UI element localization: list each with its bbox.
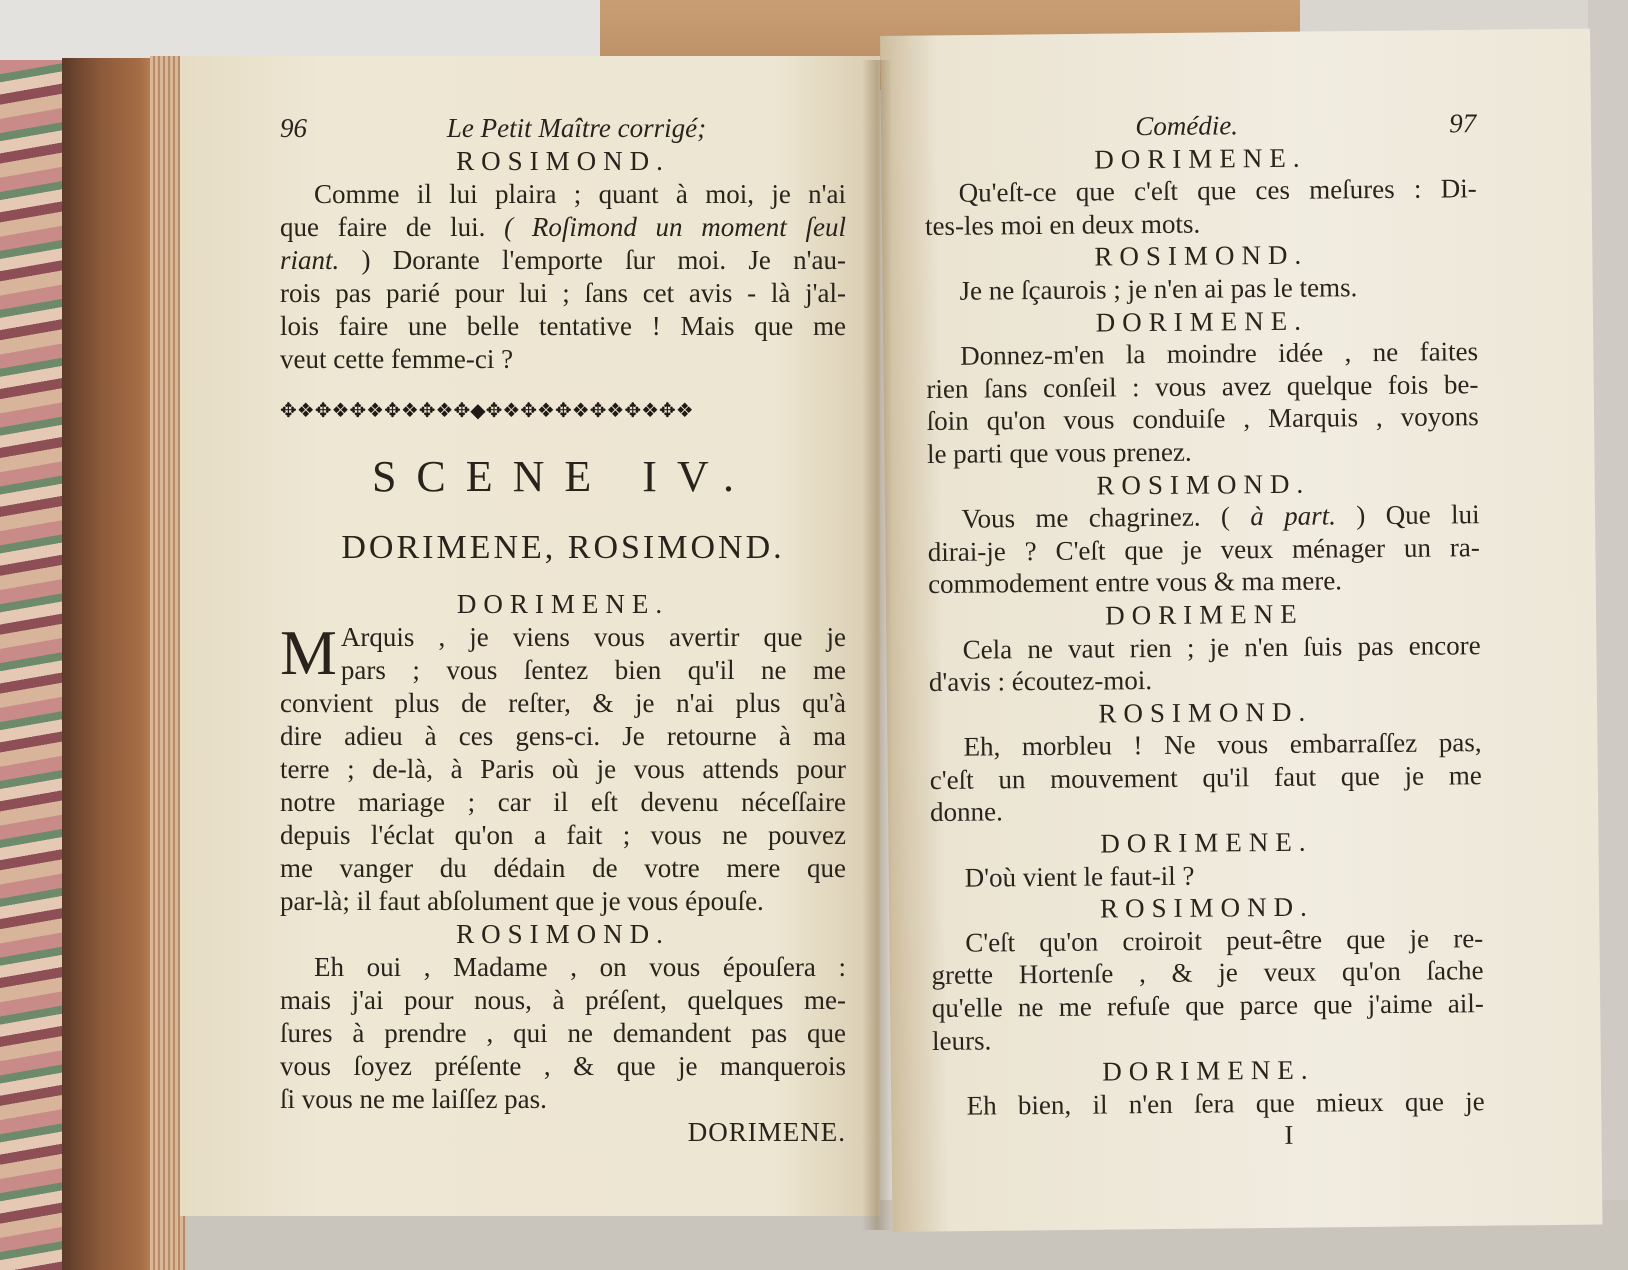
text-line [933, 1085, 1485, 1122]
text-line [931, 955, 1483, 992]
line-text: convient plus de reſter, & je n'ai plus qu'à [280, 688, 846, 718]
line-text: I [1284, 1120, 1294, 1151]
line-text: qu'elle ne me refuſe que parce que j'aime ail- [931, 988, 1484, 1023]
left-page-text [280, 112, 846, 1149]
line-text: ſures à prendre , qui ne demandent pas que [280, 1018, 846, 1048]
speaker-name [280, 918, 846, 951]
line-text: commodement entre vous & ma mere. [927, 565, 1343, 600]
line-text: SCENE IV. [371, 452, 755, 501]
line-text: Arquis , je viens vous avertir que je [340, 622, 846, 652]
line-text: Eh bien, il n'en ſera que mieux que je [966, 1085, 1485, 1121]
line-text: ROSIMOND. [1098, 696, 1313, 729]
text-line [280, 720, 846, 753]
speaker-name [928, 596, 1480, 633]
text-line [926, 368, 1478, 405]
speaker-name [280, 145, 846, 178]
line-text: mais j'ai pour nous, à préſent, quelques me- [280, 985, 846, 1015]
catchword [280, 1116, 846, 1149]
running-title: Comédie. [1135, 110, 1239, 142]
drop-cap: M [280, 617, 337, 688]
marbled-endpaper [0, 60, 62, 1270]
text-line [929, 726, 1481, 763]
text-line [280, 1017, 846, 1050]
line-text: ROSIMOND. [456, 919, 670, 949]
speaker-name [930, 824, 1482, 861]
line-text: DORIMENE. [687, 1117, 846, 1147]
line-text: c'eſt un mouvement qu'il faut que je me [929, 760, 1482, 795]
text-line [927, 401, 1479, 438]
speaker-name [280, 588, 846, 621]
stage-direction: riant. [280, 245, 340, 275]
text-line [280, 244, 846, 277]
line-text: ſoin qu'on vous conduiſe , Marquis , voyons [926, 401, 1479, 437]
text-line [280, 654, 846, 687]
line-text: DORIMENE. [456, 589, 670, 619]
line-text: ROSIMOND. [456, 146, 670, 176]
line-text: DORIMENE. [1100, 826, 1313, 859]
text-line [925, 205, 1477, 242]
running-title: Le Petit Maître corrigé; [446, 113, 707, 143]
line-text: d'avis : écoutez-moi. [928, 665, 1153, 698]
speaker-name [926, 303, 1478, 340]
text-line [929, 629, 1481, 666]
line-text: donne. [929, 796, 1003, 828]
stage-direction: à part. [1250, 500, 1337, 532]
text-line [280, 951, 846, 984]
text-line [280, 786, 846, 819]
page-number: 96 [280, 113, 307, 143]
text-line [931, 857, 1483, 894]
line-text: pars ; vous ſentez bien qu'il ne me [340, 655, 846, 685]
text-line [280, 1083, 846, 1116]
line-text: ROSIMOND. [1096, 468, 1311, 501]
line-text: Donnez-m'en la moindre idée , ne faites [959, 336, 1479, 371]
text-line [280, 852, 846, 885]
text-line [280, 1050, 846, 1083]
line-text: Eh oui , Madame , on vous épouſera : [314, 952, 846, 982]
signature-mark [933, 1118, 1485, 1155]
line-text: DORIMENE. [1102, 1054, 1315, 1087]
line-text: terre ; de-là, à Paris où je vous attends pour [280, 754, 846, 784]
text-line [925, 172, 1477, 209]
right-running-header [924, 107, 1476, 144]
text-line [280, 753, 846, 786]
line-text: rien ſans conſeil : vous avez quelque fois be- [926, 368, 1479, 404]
text-line [280, 277, 846, 310]
speaker-name [931, 889, 1483, 926]
text-segment: que faire de lui. [280, 212, 505, 242]
text-line [930, 759, 1482, 796]
line-text: vous ſoyez préſente , & que je manquerois [280, 1051, 846, 1081]
line-text: ROSIMOND. [1094, 240, 1309, 272]
left-running-header [280, 112, 846, 145]
scene-title [280, 446, 846, 508]
text-line [280, 343, 846, 376]
line-text: DORIMENE [1105, 598, 1304, 631]
text-line [925, 270, 1477, 307]
text-line [932, 987, 1484, 1024]
decorative-ornament: ✥❖✥❖✥❖✥❖✥❖✥◆✥❖✥❖✥❖✥❖✥❖✥❖ [280, 399, 694, 422]
line-text: tes-les moi en deux mots. [924, 208, 1201, 241]
text-line [930, 792, 1482, 829]
text-line [931, 922, 1483, 959]
text-line [928, 563, 1480, 600]
speaker-name [924, 140, 1476, 177]
line-text: DORIMENE. [1095, 305, 1309, 338]
line-text: rois pas parié pour lui ; ſans cet avis - là j'al- [280, 278, 846, 308]
book-gutter [862, 60, 892, 1230]
text-line [280, 310, 846, 343]
line-text: leurs. [931, 1025, 992, 1056]
text-line [280, 687, 846, 720]
line-text: le parti que vous prenez. [926, 436, 1192, 469]
line-text: notre mariage ; car il eſt devenu néceſſaire [280, 787, 846, 817]
text-line [280, 885, 846, 918]
text-line [927, 433, 1479, 470]
line-text: Cela ne vaut rien ; je n'en ſuis pas encore [962, 629, 1481, 665]
line-text: me vanger du dédain de votre mere que [280, 853, 846, 883]
page-number: 97 [1448, 108, 1477, 139]
speaker-name [929, 694, 1481, 731]
line-text: depuis l'éclat qu'on a fait ; vous ne pouvez [280, 820, 846, 850]
line-text: Comme il lui plaira ; quant à moi, je n'ai [314, 179, 846, 209]
stage-direction: ( Roſimond un moment ſeul [504, 212, 846, 242]
scene-characters [280, 508, 846, 588]
book-cover-edge [62, 58, 160, 1270]
text-line [932, 1020, 1484, 1057]
line-text: dire adieu à ces gens-ci. Je retourne à ma [280, 721, 846, 751]
text-line [926, 335, 1478, 372]
speaker-name [932, 1052, 1484, 1089]
line-text: veut cette femme-ci ? [280, 344, 514, 374]
text-segment: Vous me chagrinez. ( [961, 501, 1251, 534]
line-text: par-là; il faut abſolument que je vous épouſe. [280, 886, 764, 916]
line-text: Eh, morbleu ! Ne vous embarraſſez pas, [963, 727, 1482, 762]
text-line [280, 819, 846, 852]
text-line [929, 661, 1481, 698]
line-text: Je ne ſçaurois ; je n'en ai pas le tems. [959, 272, 1358, 306]
text-segment: ) Dorante l'emporte ſur moi. Je n'au- [339, 245, 846, 275]
line-text: dirai-je ? C'eſt que je veux ménager un ra- [927, 531, 1480, 567]
line-text: D'où vient le faut-il ? [964, 860, 1195, 893]
right-page-text [924, 107, 1485, 1155]
text-line [280, 178, 846, 211]
line-text: DORIMENE. [1094, 142, 1307, 175]
text-line [280, 984, 846, 1017]
line-text: lois faire une belle tentative ! Mais que me [280, 311, 846, 341]
line-text: DORIMENE, ROSIMOND. [341, 529, 785, 566]
speaker-name [925, 238, 1477, 275]
speaker-name [927, 466, 1479, 503]
line-text: grette Hortenſe , & je veux qu'on ſache [931, 955, 1484, 991]
line-text: ſi vous ne me laiſſez pas. [280, 1084, 547, 1114]
text-segment: ) Que lui [1335, 499, 1480, 531]
line-text: C'eſt qu'on croiroit peut-être que je re- [965, 922, 1484, 958]
line-text: Qu'eſt-ce que c'eſt que ces meſures : Di- [958, 173, 1477, 208]
text-line [280, 211, 846, 244]
text-line [928, 531, 1480, 568]
text-line [927, 498, 1479, 535]
line-text: ROSIMOND. [1099, 891, 1314, 924]
